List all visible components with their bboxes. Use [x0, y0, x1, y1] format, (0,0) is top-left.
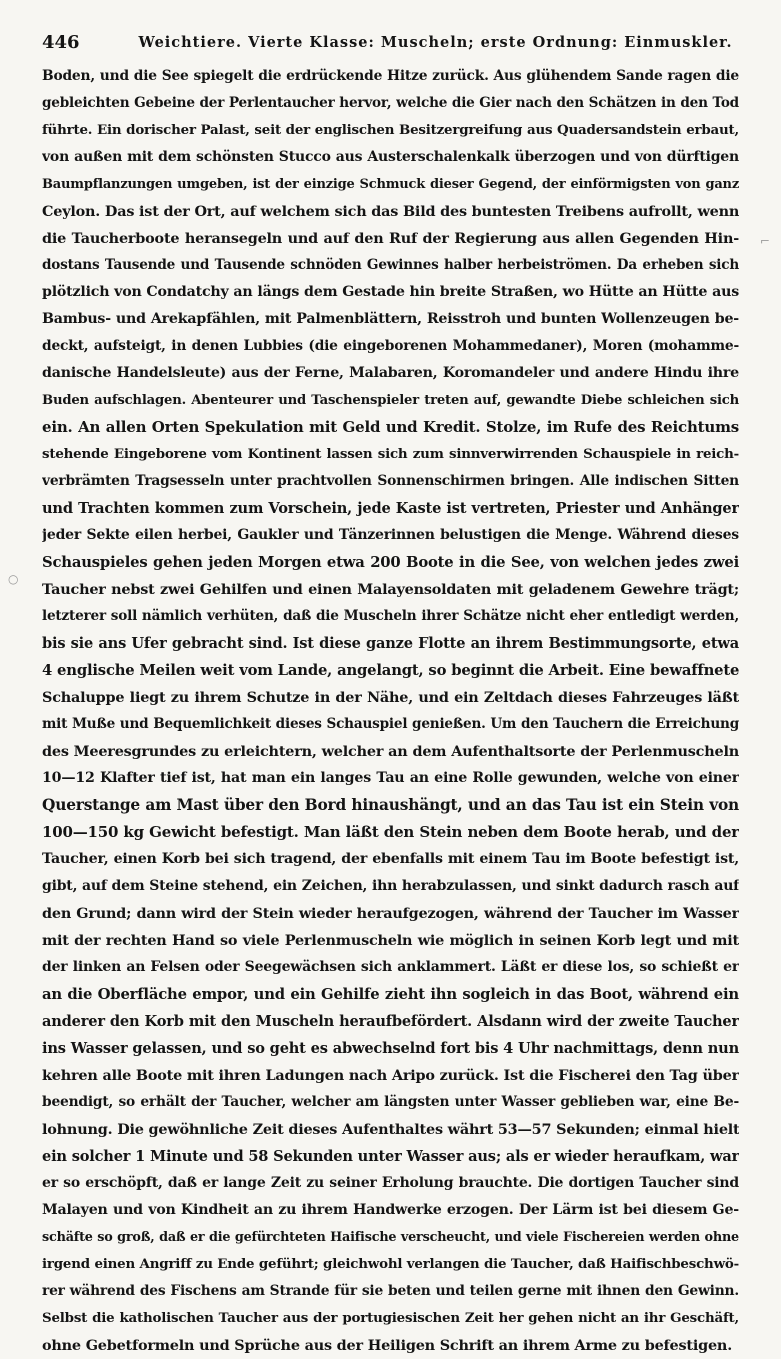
text-line: Boden, und die See spiegelt die erdrückende Hitze zurück. Aus glühendem Sande ragen die [42, 68, 739, 84]
text-line: führte. Ein dorischer Palast, seit der englischen Besitzergreifung aus Quadersandstein erbaut, [42, 122, 739, 138]
text-line: den Grund; dann wird der Stein wieder heraufgezogen, während der Taucher im Wasser [42, 905, 739, 922]
text-line: deckt, aufsteigt, in denen Lubbies (die eingeborenen Mohammedaner), Moren (mohamme- [42, 338, 739, 354]
text-line: Bambus- und Arekapfählen, mit Palmenblättern, Reisstroh und bunten Wollenzeugen be- [42, 311, 739, 327]
text-line: und Trachten kommen zum Vorschein, jede Kaste ist vertreten, Priester und Anhänger [42, 500, 739, 517]
text-line: dostans Tausende und Tausende schnöden Gewinnes halber herbeiströmen. Da erheben sich [42, 257, 739, 273]
page-header [42, 30, 739, 60]
text-line: bis sie ans Ufer gebracht sind. Ist diese ganze Flotte an ihrem Bestimmungsorte, etwa [42, 635, 739, 652]
text-line: von außen mit dem schönsten Stucco aus Austerschalenkalk überzogen und von dürftigen [42, 149, 739, 165]
text-line: plötzlich von Condatchy an längs dem Gestade hin breite Straßen, wo Hütte an Hütte aus [42, 284, 739, 300]
text-line: gibt, auf dem Steine stehend, ein Zeichen, ihn herabzulassen, und sinkt dadurch rasch auf [42, 878, 739, 894]
text-line: Querstange am Mast über den Bord hinaushängt, und an das Tau ist ein Stein von [42, 796, 739, 814]
text-line: beendigt, so erhält der Taucher, welcher am längsten unter Wasser geblieben war, eine Be- [42, 1094, 739, 1110]
text-line: Schaluppe liegt zu ihrem Schutze in der Nähe, und ein Zeltdach dieses Fahrzeuges läßt [42, 689, 739, 706]
text-line: ein. An allen Orten Spekulation mit Geld und Kredit. Stolze, im Rufe des Reichtums [42, 418, 739, 436]
text-line: Taucher, einen Korb bei sich tragend, der ebenfalls mit einem Tau im Boote befestigt ist, [42, 851, 739, 867]
margin-mark: ○ [8, 572, 19, 586]
text-line: Malayen und von Kindheit an zu ihrem Handwerke erzogen. Der Lärm ist bei diesem Ge- [42, 1202, 739, 1218]
text-line: er so erschöpft, daß er lange Zeit zu seiner Erholung brauchte. Die dortigen Taucher sind [42, 1175, 739, 1191]
text-line: verbrämten Tragsesseln unter prachtvollen Sonnenschirmen bringen. Alle indischen Sitten [42, 473, 739, 489]
text-line: irgend einen Angriff zu Ende geführt; gleichwohl verlangen die Taucher, daß Haifischbeschwö- [42, 1256, 739, 1272]
text-line: 100—150 kg Gewicht befestigt. Man läßt den Stein neben dem Boote herab, und der [42, 823, 739, 841]
text-line: letzterer soll nämlich verhüten, daß die Muscheln ihrer Schätze nicht eher entledigt werden, [42, 608, 739, 624]
text-line: mit Muße und Bequemlichkeit dieses Schauspiel genießen. Um den Tauchern die Erreichung [42, 716, 739, 732]
text-line: die Taucherboote heransegeln und auf den Ruf der Regierung aus allen Gegenden Hin- [42, 230, 739, 247]
margin-mark: ⌐ [760, 234, 771, 248]
text-line: Baumpflanzungen umgeben, ist der einzige Schmuck dieser Gegend, der einförmigsten von ganz [42, 177, 739, 192]
text-line: der linken an Felsen oder Seegewächsen sich anklammert. Läßt er diese los, so schießt er [42, 959, 739, 975]
text-line: mit der rechten Hand so viele Perlenmuscheln wie möglich in seinen Korb legt und mit [42, 932, 739, 949]
text-line: ein solcher 1 Minute und 58 Sekunden unter Wasser aus; als er wieder heraufkam, war [42, 1148, 739, 1165]
text-line: ohne Gebetformeln und Sprüche aus der Heiligen Schrift an ihrem Arme zu befestigen. [42, 1337, 733, 1354]
text-line: stehende Eingeborene vom Kontinent lassen sich zum sinnverwirrenden Schauspiele in reich- [42, 446, 739, 462]
text-line: schäfte so groß, daß er die gefürchteten Haifische verscheucht, und viele Fischereien werden ohne [42, 1230, 739, 1245]
text-line: ins Wasser gelassen, und so geht es abwechselnd fort bis 4 Uhr nachmittags, denn nun [42, 1040, 739, 1057]
body-text [42, 63, 739, 1359]
text-line: Taucher nebst zwei Gehilfen und einen Malayensoldaten mit geladenem Gewehre trägt; [42, 581, 739, 598]
text-line: Schauspieles gehen jeden Morgen etwa 200 Boote in die See, von welchen jedes zwei [42, 554, 739, 571]
text-line: an die Oberfläche empor, und ein Gehilfe zieht ihn sogleich in das Boot, während ein [42, 986, 739, 1003]
text-line: rer während des Fischens am Strande für sie beten und teilen gerne mit ihnen den Gewinn. [42, 1283, 739, 1299]
text-line: Selbst die katholischen Taucher aus der portugiesischen Zeit her gehen nicht an ihr Geschäft, [42, 1310, 739, 1326]
text-line: jeder Sekte eilen herbei, Gaukler und Tänzerinnen belustigen die Menge. Während dieses [42, 527, 739, 543]
text-line: danische Handelsleute) aus der Ferne, Malabaren, Koromandeler und andere Hindu ihre [42, 365, 739, 381]
text-line: gebleichten Gebeine der Perlentaucher hervor, welche die Gier nach den Schätzen in den Tod [42, 95, 739, 111]
text-line: anderer den Korb mit den Muscheln heraufbefördert. Alsdann wird der zweite Taucher [42, 1013, 739, 1030]
text-line: Buden aufschlagen. Abenteurer und Taschenspieler treten auf, gewandte Diebe schleichen sich [42, 393, 739, 408]
text-line: des Meeresgrundes zu erleichtern, welcher an dem Aufenthaltsorte der Perlenmuscheln [42, 743, 739, 760]
text-line: lohnung. Die gewöhnliche Zeit dieses Aufenthaltes währt 53—57 Sekunden; einmal hielt [42, 1121, 739, 1138]
text-line: Ceylon. Das ist der Ort, auf welchem sich das Bild des buntesten Treibens aufrollt, wenn [42, 203, 739, 220]
running-head: Weichtiere. Vierte Klasse: Muscheln; erste Ordnung: Einmuskler. [138, 34, 733, 51]
text-line: 10—12 Klafter tief ist, hat man ein langes Tau an eine Rolle gewunden, welche von einer [42, 770, 739, 786]
page-number: 446 [42, 32, 80, 53]
text-line: 4 englische Meilen weit vom Lande, angelangt, so beginnt die Arbeit. Eine bewaffnete [42, 662, 739, 679]
text-line: kehren alle Boote mit ihren Ladungen nach Aripo zurück. Ist die Fischerei den Tag über [42, 1067, 739, 1084]
